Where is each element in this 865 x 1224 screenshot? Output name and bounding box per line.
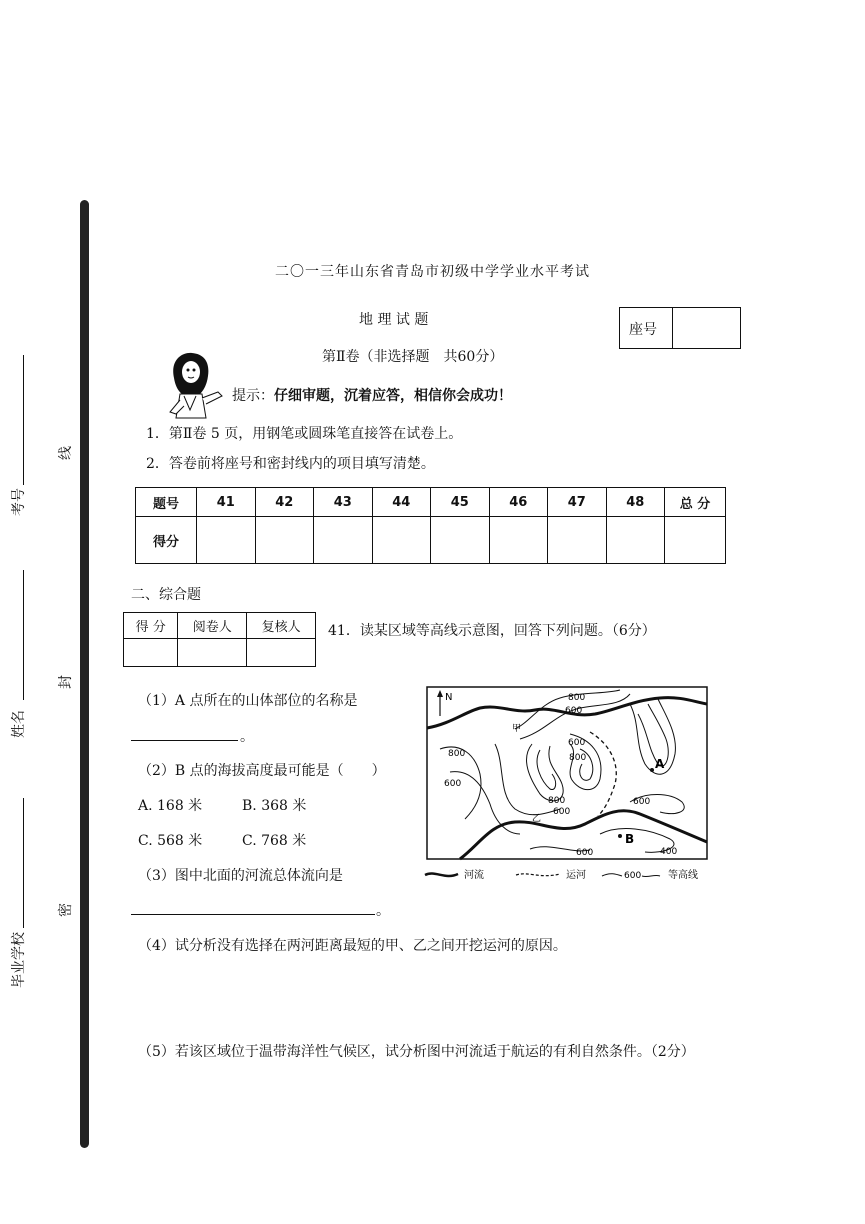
q3-text: （3）图中北面的河流总体流向是 (138, 868, 343, 884)
option-a[interactable]: A. 168 米 (138, 798, 203, 814)
map-label: 800 (568, 693, 586, 703)
q5-answer-area[interactable] (131, 1064, 731, 1134)
seat-box (619, 307, 741, 349)
map-label: 800 (569, 753, 587, 763)
map-label: 甲 (512, 724, 522, 734)
map-label: 600 (568, 738, 586, 748)
map-label: 600 (633, 797, 651, 807)
score-cell[interactable] (372, 517, 431, 564)
seal-mark-feng: 封 (58, 675, 74, 689)
q4-text: （4）试分析没有选择在两河距离最短的甲、乙之间开挖运河的原因。 (138, 938, 567, 954)
legend-contour-icon (602, 874, 622, 876)
map-label: 800 (448, 749, 466, 759)
grader-cell[interactable] (178, 639, 247, 667)
q1-end: 。 (240, 729, 254, 745)
note-2: 2．答卷前将座号和密封线内的项目填写清楚。 (146, 456, 435, 472)
exam-title: 二〇一三年山东省青岛市初级中学学业水平考试 (275, 264, 590, 280)
map-label: 600 (553, 807, 571, 817)
legend-contour-icon (642, 875, 660, 876)
field-name-line[interactable] (23, 570, 24, 700)
score-table (135, 487, 726, 564)
point-a-marker (650, 768, 654, 772)
q1-answer-line[interactable] (131, 739, 238, 741)
part-title: 第Ⅱ卷（非选择题 共60分） (322, 349, 504, 365)
legend-contour: 等高线 (668, 870, 698, 881)
option-b[interactable]: B. 368 米 (242, 798, 307, 814)
score-col-43: 43 (314, 488, 373, 517)
point-b-label: B (625, 832, 635, 846)
legend-canal-icon (516, 874, 560, 876)
contour-map (420, 684, 715, 884)
q3-end: 。 (376, 903, 390, 919)
map-label: 400 (660, 847, 678, 857)
map-label: 乙 (532, 814, 542, 824)
grader-score-label: 得 分 (124, 613, 178, 639)
score-col-48: 48 (606, 488, 665, 517)
score-cell[interactable] (548, 517, 607, 564)
q4-answer-area[interactable] (131, 958, 731, 1028)
question-stem: 41．读某区域等高线示意图，回答下列问题。（6分） (328, 623, 656, 639)
score-cell[interactable] (489, 517, 548, 564)
grader-table (123, 612, 316, 667)
score-col-42: 42 (255, 488, 314, 517)
grader-cell[interactable] (247, 639, 316, 667)
seal-mark-mi: 密 (58, 903, 74, 917)
field-number-line[interactable] (23, 355, 24, 485)
note-1: 1．第Ⅱ卷 5 页，用钢笔或圆珠笔直接答在试卷上。 (146, 426, 463, 442)
section-title: 二、综合题 (131, 587, 201, 603)
score-col-44: 44 (372, 488, 431, 517)
legend-river-icon (425, 874, 458, 876)
seat-label: 座号 (629, 322, 657, 338)
map-label: 600 (565, 706, 583, 716)
score-total-label: 总 分 (665, 488, 726, 517)
score-col-41: 41 (197, 488, 256, 517)
score-cell[interactable] (255, 517, 314, 564)
binding-bar (80, 200, 89, 1148)
score-header-label: 题号 (136, 488, 197, 517)
score-col-45: 45 (431, 488, 490, 517)
score-cell[interactable] (606, 517, 665, 564)
score-cell[interactable] (665, 517, 726, 564)
score-row-label: 得分 (136, 517, 197, 564)
cartoon-girl-icon (160, 350, 232, 420)
option-d[interactable]: C. 768 米 (242, 833, 307, 849)
legend-canal: 运河 (566, 870, 586, 881)
field-school-line[interactable] (23, 798, 24, 928)
grader-reader-label: 阅卷人 (178, 613, 247, 639)
q5-text: （5）若该区域位于温带海洋性气候区，试分析图中河流适于航运的有利自然条件。（2分） (138, 1044, 695, 1060)
legend-contour-value: 600 (624, 871, 642, 881)
score-cell[interactable] (197, 517, 256, 564)
grader-cell[interactable] (124, 639, 178, 667)
q2-text: （2）B 点的海拔高度最可能是（ ） (138, 763, 386, 779)
score-cell[interactable] (314, 517, 373, 564)
seal-mark-xian: 线 (58, 446, 74, 460)
point-a-label: A (655, 757, 665, 771)
score-col-47: 47 (548, 488, 607, 517)
tip-text: 提示：仔细审题，沉着应答，相信你会成功！ (232, 388, 512, 404)
option-c[interactable]: C. 568 米 (138, 833, 203, 849)
legend-river: 河流 (464, 870, 484, 881)
q1-text: （1）A 点所在的山体部位的名称是 (138, 693, 358, 709)
subject-title: 地 理 试 题 (359, 312, 429, 328)
map-label: 600 (444, 779, 462, 789)
seat-input[interactable] (673, 308, 740, 348)
map-label: 600 (576, 848, 594, 858)
field-school-label: 毕业学校 (11, 932, 27, 988)
point-b-marker (618, 834, 622, 838)
north-label: N (445, 692, 453, 703)
score-cell[interactable] (431, 517, 490, 564)
score-col-46: 46 (489, 488, 548, 517)
q3-answer-line[interactable] (131, 913, 375, 915)
map-label: 800 (548, 796, 566, 806)
field-name-label: 姓名 (11, 710, 27, 738)
grader-checker-label: 复核人 (247, 613, 316, 639)
field-number-label: 考号 (11, 488, 27, 516)
